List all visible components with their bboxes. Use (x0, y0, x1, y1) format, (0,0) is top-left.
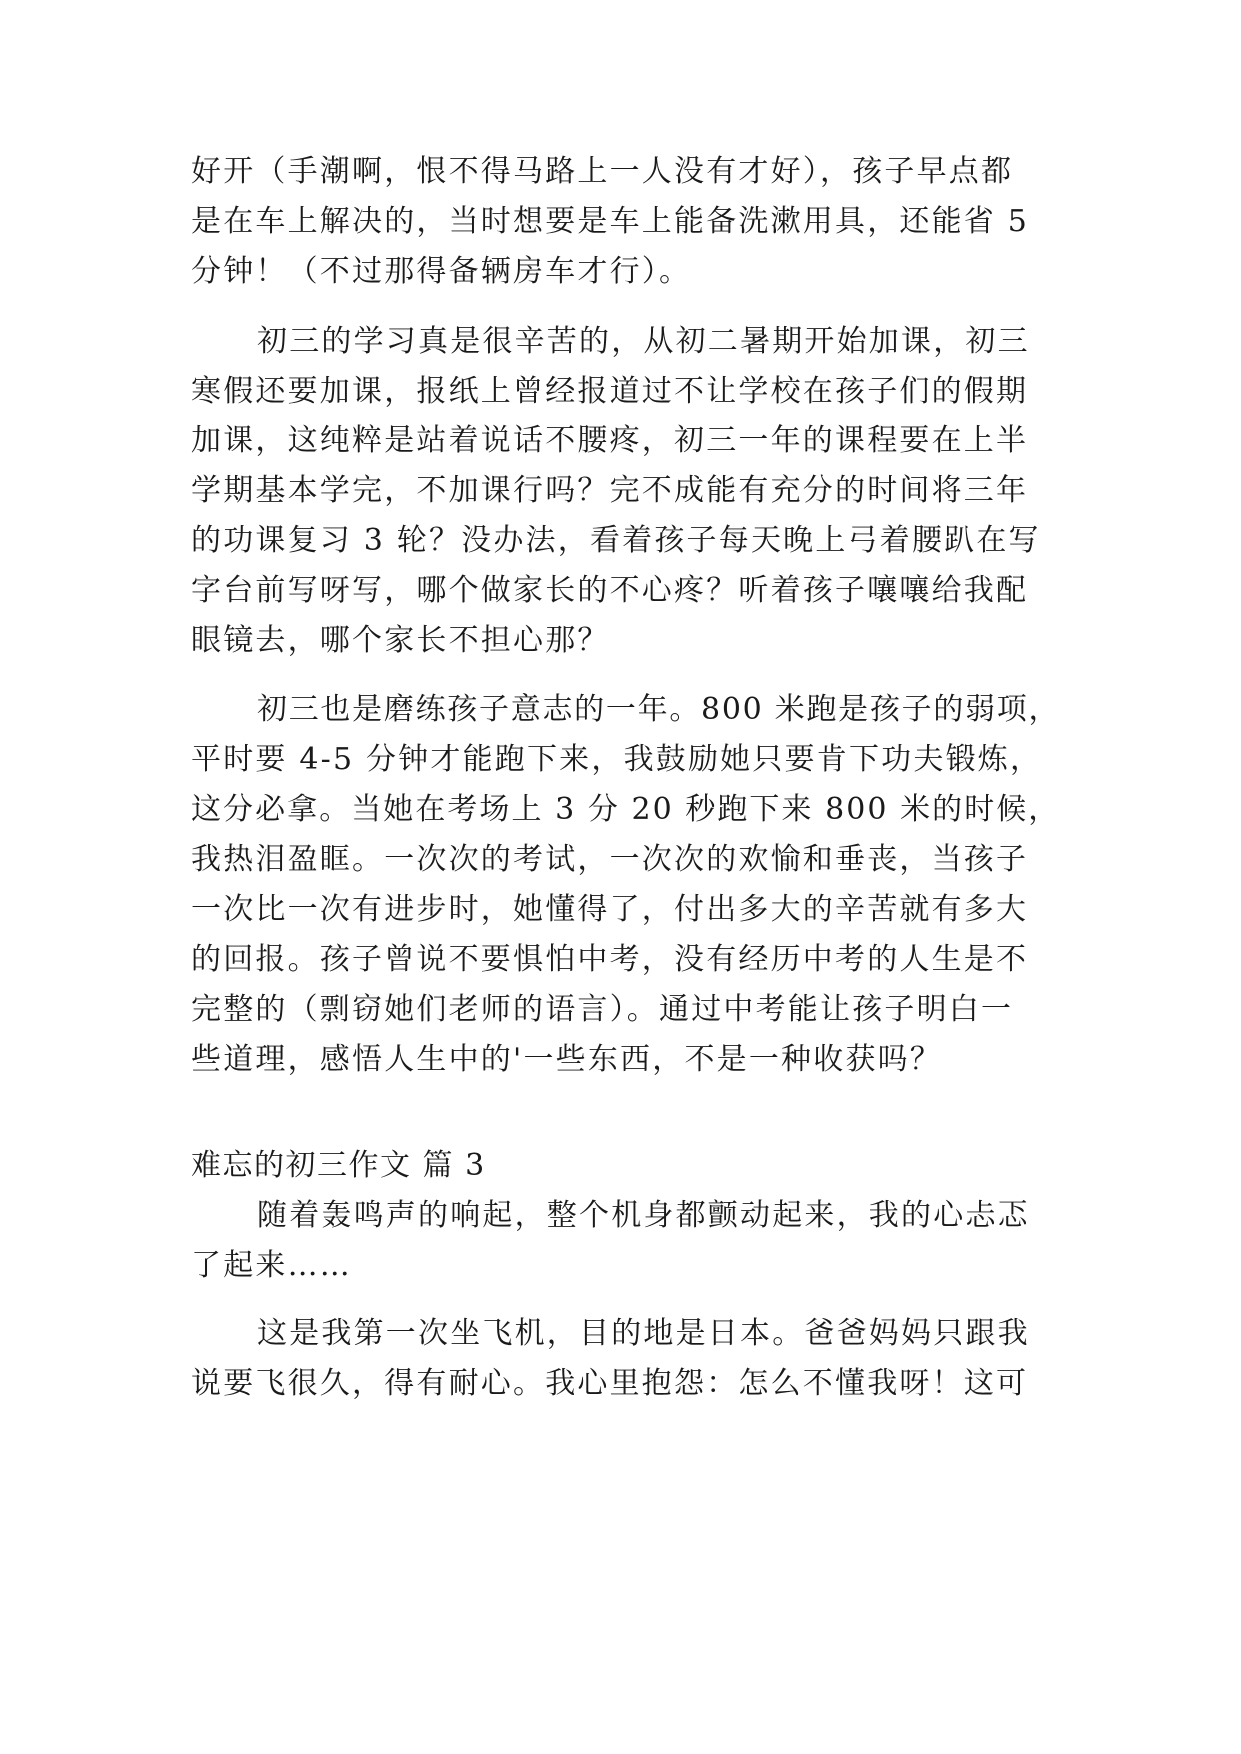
paragraph-line: 我热泪盈眶。一次次的考试，一次次的欢愉和垂丧，当孩子 (191, 842, 1029, 877)
paragraph-line: 寒假还要加课，报纸上曾经报道过不让学校在孩子们的假期 (191, 374, 1029, 409)
section-heading: 难忘的初三作文 篇 3 (191, 1148, 486, 1183)
paragraph-line: 加课，这纯粹是站着说话不腰疼，初三一年的课程要在上半 (191, 423, 1029, 458)
paragraph-line: 随着轰鸣声的响起，整个机身都颤动起来，我的心忐忑 (257, 1198, 1030, 1233)
paragraph-line: 了起来…… (191, 1248, 352, 1283)
paragraph-line: 的回报。孩子曾说不要惧怕中考，没有经历中考的人生是不 (191, 942, 1029, 977)
paragraph-line: 眼镜去，哪个家长不担心那？ (191, 623, 610, 658)
paragraph-line: 这是我第一次坐飞机，目的地是日本。爸爸妈妈只跟我 (257, 1316, 1030, 1351)
paragraph-line: 分钟！（不过那得备辆房车才行）。 (191, 254, 692, 289)
paragraph-line: 一次比一次有进步时，她懂得了，付出多大的辛苦就有多大 (191, 892, 1029, 927)
paragraph-line: 完整的（剽窃她们老师的语言）。通过中考能让孩子明白一 (191, 992, 1014, 1027)
paragraph-line: 平时要 4-5 分钟才能跑下来，我鼓励她只要肯下功夫锻炼， (191, 742, 1043, 777)
paragraph-line: 学期基本学完，不加课行吗？完不成能有充分的时间将三年 (191, 473, 1029, 508)
paragraph-line: 初三也是磨练孩子意志的一年。800 米跑是孩子的弱项， (257, 692, 1061, 727)
paragraph-line: 字台前写呀写，哪个做家长的不心疼？听着孩子嚷嚷给我配 (191, 573, 1029, 608)
paragraph-line: 好开（手潮啊，恨不得马路上一人没有才好），孩子早点都 (191, 154, 1014, 189)
paragraph-line: 的功课复习 3 轮？没办法，看着孩子每天晚上弓着腰趴在写 (191, 523, 1041, 558)
paragraph-line: 说要飞很久，得有耐心。我心里抱怨：怎么不懂我呀！这可 (191, 1366, 1029, 1401)
paragraph-line: 初三的学习真是很辛苦的，从初二暑期开始加课，初三 (257, 324, 1030, 359)
paragraph-line: 这分必拿。当她在考场上 3 分 20 秒跑下来 800 米的时候， (191, 792, 1061, 827)
paragraph-line: 些道理，感悟人生中的'一些东西，不是一种收获吗？ (191, 1042, 943, 1077)
paragraph-line: 是在车上解决的，当时想要是车上能备洗漱用具，还能省 5 (191, 204, 1030, 239)
